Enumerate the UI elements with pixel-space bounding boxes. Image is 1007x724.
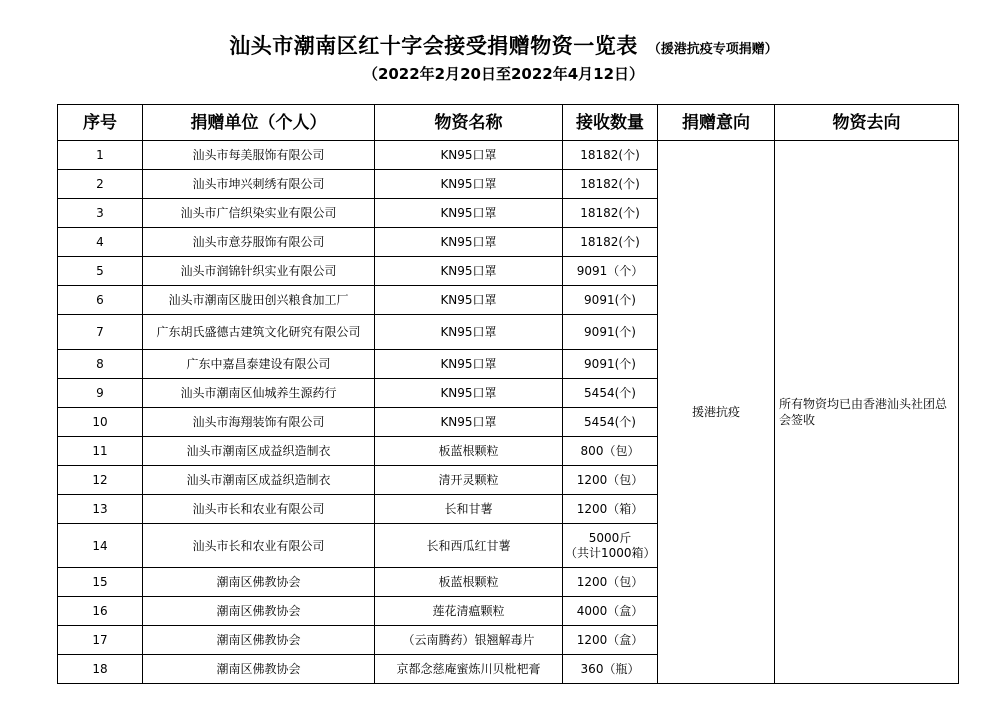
cell-no: 13 — [58, 495, 143, 524]
title-line — [0, 30, 1007, 60]
cell-no: 11 — [58, 437, 143, 466]
cell-no: 5 — [58, 257, 143, 286]
cell-qty: 18182(个) — [563, 141, 658, 170]
cell-donor: 汕头市潮南区胧田创兴粮食加工厂 — [143, 286, 375, 315]
cell-item: KN95口罩 — [375, 170, 563, 199]
cell-no: 18 — [58, 655, 143, 684]
header-qty: 接收数量 — [563, 105, 658, 141]
cell-donor: 广东中嘉昌泰建设有限公司 — [143, 350, 375, 379]
page-title: 汕头市潮南区红十字会接受捐赠物资一览表 — [229, 34, 638, 58]
cell-no: 2 — [58, 170, 143, 199]
cell-donor: 汕头市每美服饰有限公司 — [143, 141, 375, 170]
cell-no: 1 — [58, 141, 143, 170]
cell-qty: 4000（盒） — [563, 597, 658, 626]
header-donor: 捐赠单位（个人） — [143, 105, 375, 141]
header-dest: 物资去向 — [775, 105, 959, 141]
donation-table — [57, 104, 959, 684]
qty-line-1: 5000斤 — [588, 530, 632, 545]
cell-item: KN95口罩 — [375, 379, 563, 408]
cell-donor: 广东胡氏盛德古建筑文化研究有限公司 — [143, 315, 375, 350]
cell-donor: 汕头市潮南区成益织造制衣 — [143, 437, 375, 466]
cell-item: KN95口罩 — [375, 315, 563, 350]
cell-no: 12 — [58, 466, 143, 495]
cell-item: 莲花清瘟颗粒 — [375, 597, 563, 626]
cell-qty: 1200（箱） — [563, 495, 658, 524]
cell-donor: 潮南区佛教协会 — [143, 568, 375, 597]
cell-no: 17 — [58, 626, 143, 655]
cell-item: KN95口罩 — [375, 141, 563, 170]
cell-donor: 汕头市潮南区成益织造制衣 — [143, 466, 375, 495]
cell-qty: 360（瓶） — [563, 655, 658, 684]
cell-no: 3 — [58, 199, 143, 228]
cell-qty: 9091(个) — [563, 286, 658, 315]
cell-item: KN95口罩 — [375, 228, 563, 257]
cell-donor: 汕头市润锦针织实业有限公司 — [143, 257, 375, 286]
cell-no: 15 — [58, 568, 143, 597]
cell-item: KN95口罩 — [375, 350, 563, 379]
qty-line-2: （共计1000箱） — [565, 545, 656, 560]
cell-item: 板蓝根颗粒 — [375, 437, 563, 466]
cell-qty: 1200（包） — [563, 568, 658, 597]
cell-qty — [563, 524, 658, 568]
header-row — [58, 105, 959, 141]
cell-qty: 1200（包） — [563, 466, 658, 495]
cell-qty: 5454(个) — [563, 379, 658, 408]
cell-no: 7 — [58, 315, 143, 350]
cell-no: 10 — [58, 408, 143, 437]
cell-item: 清开灵颗粒 — [375, 466, 563, 495]
header-item: 物资名称 — [375, 105, 563, 141]
cell-donor: 汕头市海翔装饰有限公司 — [143, 408, 375, 437]
cell-item: 板蓝根颗粒 — [375, 568, 563, 597]
title-note: （援港抗疫专项捐赠） — [647, 42, 778, 57]
cell-qty: 18182(个) — [563, 170, 658, 199]
cell-qty: 1200（盒） — [563, 626, 658, 655]
cell-item: 长和甘薯 — [375, 495, 563, 524]
cell-donor: 潮南区佛教协会 — [143, 626, 375, 655]
header-no: 序号 — [58, 105, 143, 141]
cell-qty: 800（包） — [563, 437, 658, 466]
cell-item: （云南腾药）银翘解毒片 — [375, 626, 563, 655]
cell-donor: 潮南区佛教协会 — [143, 655, 375, 684]
cell-qty: 18182(个) — [563, 199, 658, 228]
cell-qty: 9091(个) — [563, 315, 658, 350]
cell-donor: 汕头市坤兴刺绣有限公司 — [143, 170, 375, 199]
cell-donor: 汕头市广信织染实业有限公司 — [143, 199, 375, 228]
cell-qty: 5454(个) — [563, 408, 658, 437]
cell-qty: 18182(个) — [563, 228, 658, 257]
table-row — [58, 141, 959, 170]
cell-no: 8 — [58, 350, 143, 379]
cell-item: KN95口罩 — [375, 199, 563, 228]
cell-no: 16 — [58, 597, 143, 626]
cell-donor: 汕头市意芬服饰有限公司 — [143, 228, 375, 257]
cell-donor: 汕头市潮南区仙城养生源药行 — [143, 379, 375, 408]
cell-item: 京都念慈庵蜜炼川贝枇杷膏 — [375, 655, 563, 684]
date-range: （2022年2月20日至2022年4月12日） — [362, 65, 645, 83]
cell-item: 长和西瓜红甘薯 — [375, 524, 563, 568]
cell-item: KN95口罩 — [375, 257, 563, 286]
cell-donor: 潮南区佛教协会 — [143, 597, 375, 626]
cell-qty: 9091（个） — [563, 257, 658, 286]
cell-item: KN95口罩 — [375, 408, 563, 437]
header-intent: 捐赠意向 — [658, 105, 775, 141]
cell-no: 4 — [58, 228, 143, 257]
cell-no: 6 — [58, 286, 143, 315]
cell-intent: 援港抗疫 — [658, 141, 775, 684]
cell-no: 9 — [58, 379, 143, 408]
cell-destination: 所有物资均已由香港汕头社团总会签收 — [775, 141, 959, 684]
cell-donor: 汕头市长和农业有限公司 — [143, 495, 375, 524]
cell-no: 14 — [58, 524, 143, 568]
cell-qty: 9091(个) — [563, 350, 658, 379]
cell-item: KN95口罩 — [375, 286, 563, 315]
cell-donor: 汕头市长和农业有限公司 — [143, 524, 375, 568]
